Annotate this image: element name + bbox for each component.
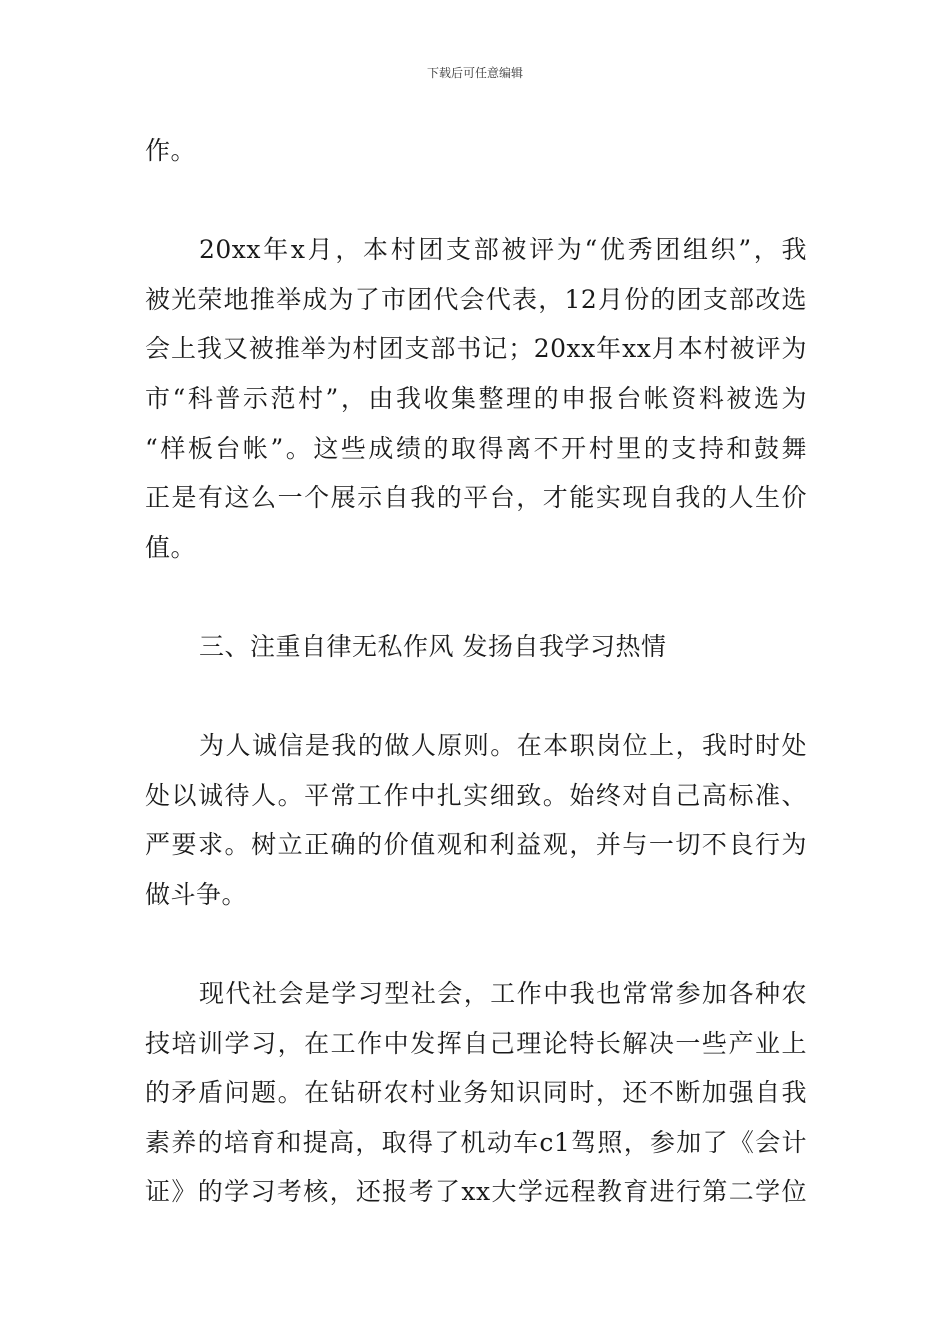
paragraph-gap [145,920,807,970]
text-line: 的矛盾问题。在钻研农村业务知识同时，还不断加强自我 [145,1078,807,1108]
text-line: 为人诚信是我的做人原则。在本职岗位上，我时时处 [199,731,807,761]
text-line: 20xx年x月，本村团支部被评为“优秀团组织”，我 [199,235,807,265]
paragraph [145,225,807,572]
text-line: 严要求。树立正确的价值观和利益观，并与一切不良行为 [145,830,807,860]
heading-text: 三、注重自律无私作风 发扬自我学习热情 [199,631,667,661]
text-line: “样板台帐”。这些成绩的取得离不开村里的支持和鼓舞 [145,433,807,463]
text-line: 被光荣地推举成为了市团代会代表，12月份的团支部改选 [145,284,807,314]
document-body [145,126,807,1217]
paragraph-gap [145,672,807,722]
text-line: 证》的学习考核，还报考了xx大学远程教育进行第二学位 [145,1177,807,1207]
text-line: 正是有这么一个展示自我的平台，才能实现自我的人生价 [145,483,807,513]
text-line: 处以诚待人。平常工作中扎实细致。始终对自己高标准、 [145,780,807,810]
text-line: 会上我又被推举为村团支部书记；20xx年xx月本村被评为 [145,334,807,364]
section-heading [145,622,807,672]
page-header: 下载后可任意编辑 [426,66,523,80]
text-line: 现代社会是学习型社会，工作中我也常常参加各种农 [199,979,807,1009]
paragraph-gap [145,176,807,226]
paragraph-gap [145,572,807,622]
paragraph [145,721,807,919]
text-line: 做斗争。 [145,879,248,909]
text-line: 作。 [145,136,197,165]
text-line: 市“科普示范村”，由我收集整理的申报台帐资料被选为 [145,383,807,413]
text-line: 技培训学习，在工作中发挥自己理论特长解决一些产业上 [145,1028,807,1058]
text-line: 值。 [145,532,197,562]
paragraph [145,126,807,176]
text-line: 素养的培育和提高，取得了机动车c1驾照，参加了《会计 [145,1127,807,1157]
paragraph [145,969,807,1217]
